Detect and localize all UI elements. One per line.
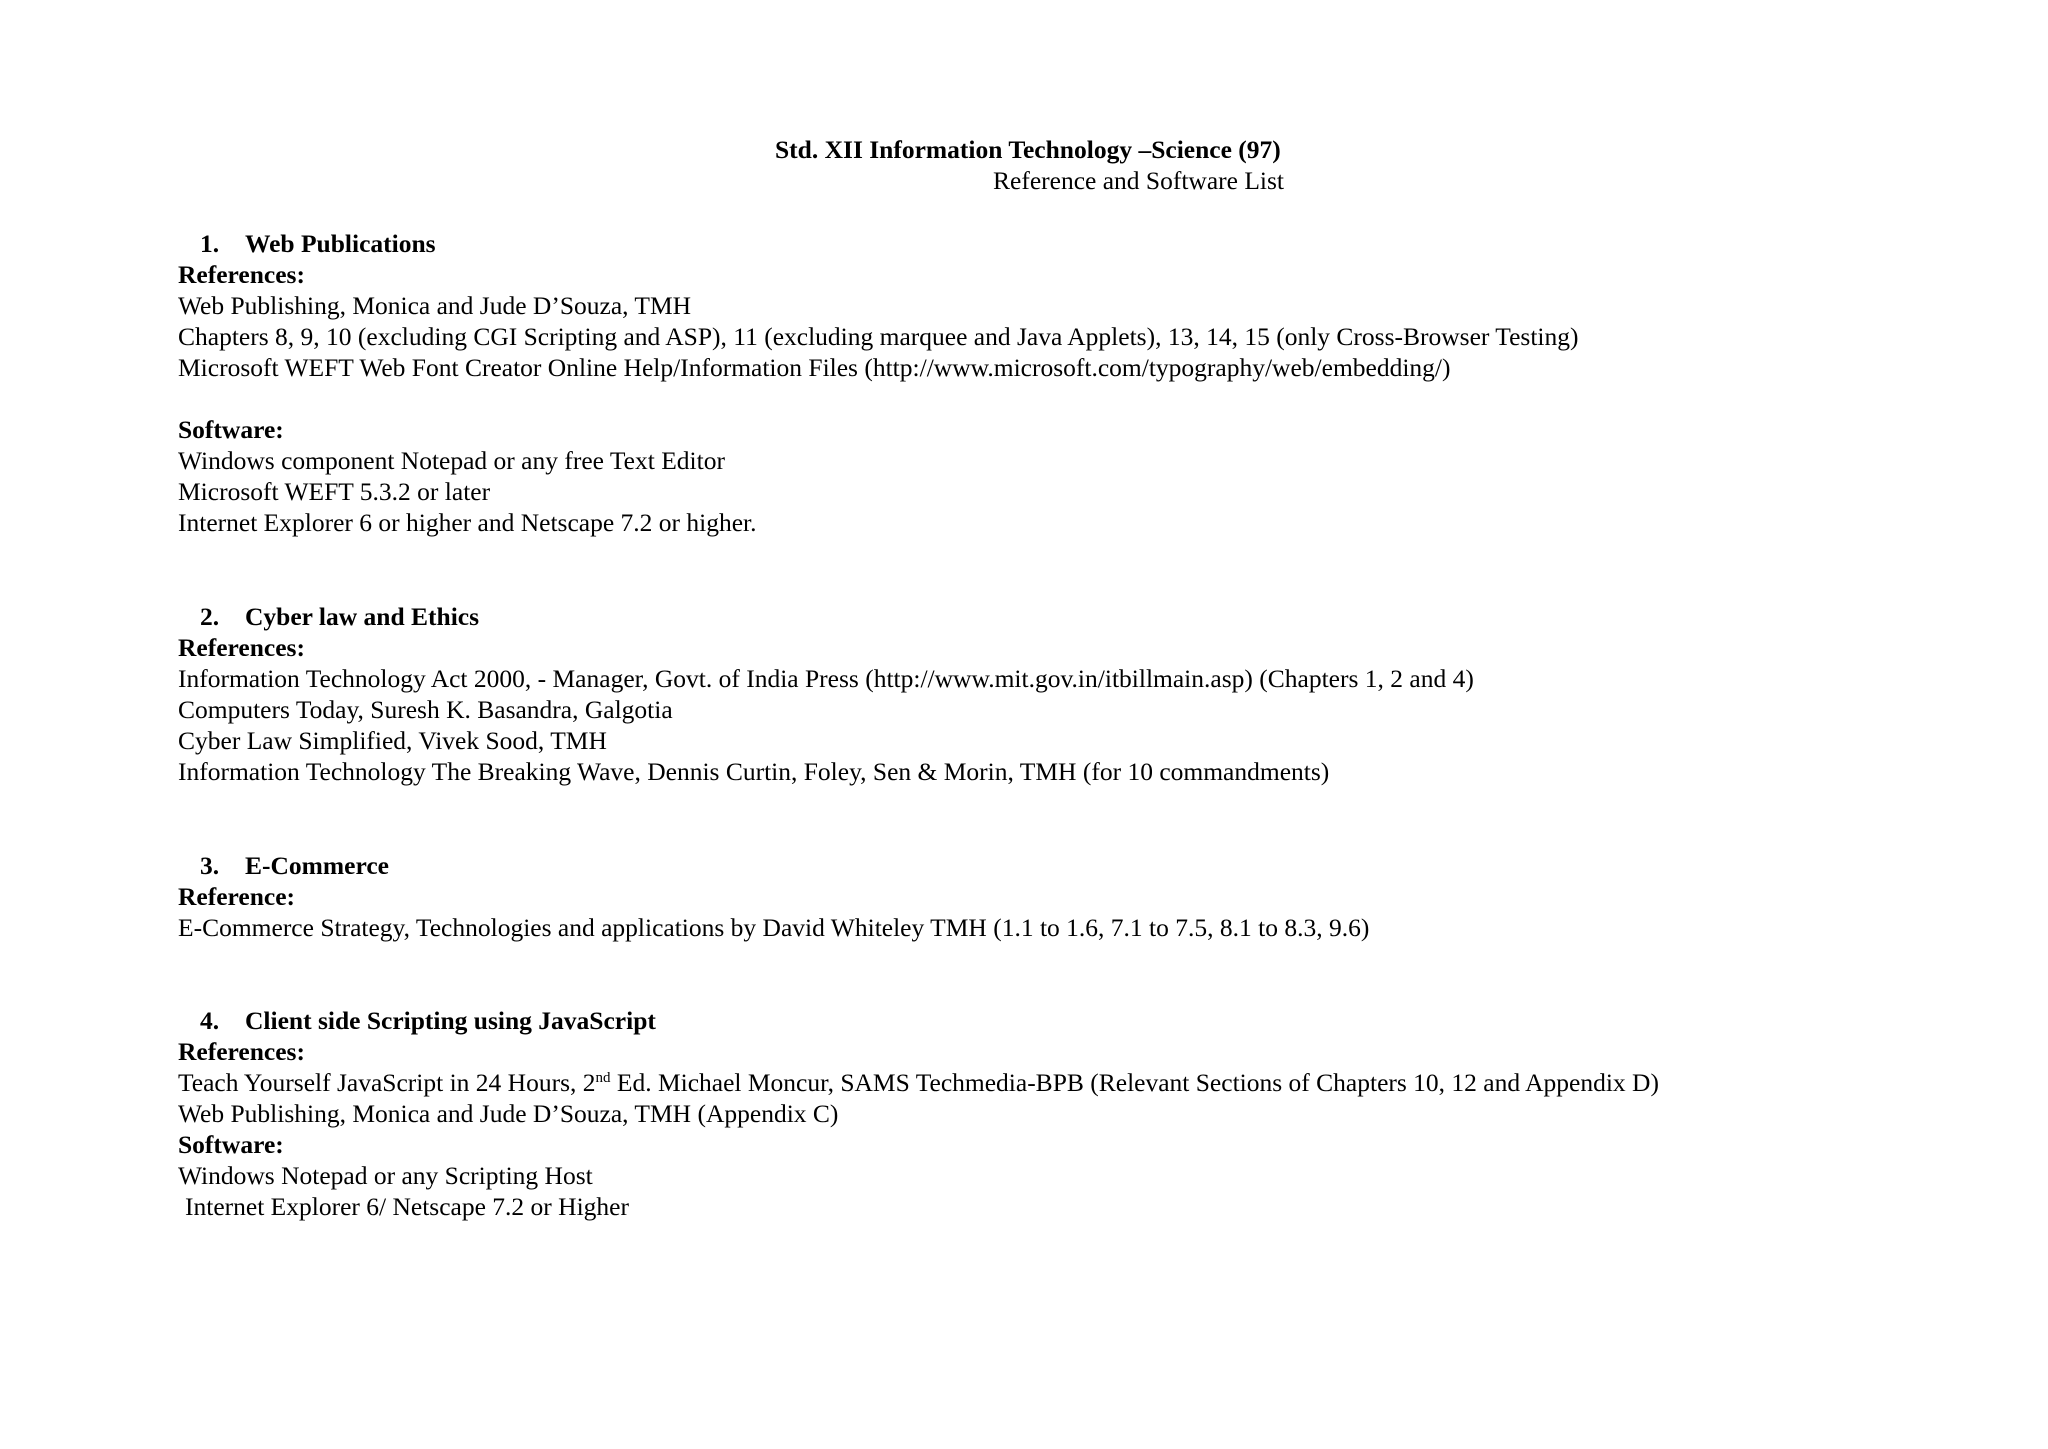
document-title: Std. XII Information Technology –Science (97) (775, 135, 1281, 164)
software-label: Software: (178, 415, 284, 444)
section-title: Web Publications (245, 229, 436, 258)
reference-text-pre: Teach Yourself JavaScript in 24 Hours, 2 (178, 1068, 596, 1097)
reference-item: Web Publishing, Monica and Jude D’Souza, TMH (Appendix C) (178, 1099, 839, 1128)
reference-item: Microsoft WEFT Web Font Creator Online Help/Information Files (http://www.microsoft.com/typography/web/embedding/) (178, 353, 1451, 382)
references-label: References: (178, 1037, 305, 1066)
section-title: E-Commerce (245, 851, 389, 880)
software-item: Windows component Notepad or any free Text Editor (178, 446, 725, 475)
reference-item: Information Technology The Breaking Wave, Dennis Curtin, Foley, Sen & Morin, TMH (for 10 commandments) (178, 757, 1330, 786)
section-number: 4. (200, 1006, 220, 1035)
software-item: Windows Notepad or any Scripting Host (178, 1161, 593, 1190)
section-web-publications (178, 228, 2028, 538)
section-e-commerce (178, 850, 2028, 943)
ordinal-superscript: nd (595, 1070, 611, 1086)
section-number: 1. (200, 229, 220, 258)
section-cyber-law (178, 601, 2028, 787)
section-heading (178, 601, 2028, 632)
section-number: 2. (200, 602, 220, 631)
software-item: Internet Explorer 6 or higher and Netscape 7.2 or higher. (178, 508, 757, 537)
reference-item (178, 1067, 2028, 1098)
reference-item: Computers Today, Suresh K. Basandra, Galgotia (178, 695, 673, 724)
reference-item: Information Technology Act 2000, - Manager, Govt. of India Press (http://www.mit.gov.in/itbillmain.asp) (Chapters 1, 2 and 4) (178, 664, 1474, 693)
reference-item: Web Publishing, Monica and Jude D’Souza, TMH (178, 291, 692, 320)
section-heading (178, 228, 2028, 259)
section-heading (178, 1005, 2028, 1036)
reference-item: Chapters 8, 9, 10 (excluding CGI Scripting and ASP), 11 (excluding marquee and Java Applets), 13, 14, 15 (only Cross-Browser Testing) (178, 322, 1579, 351)
references-label: References: (178, 260, 305, 289)
document-subtitle: Reference and Software List (993, 166, 1284, 195)
reference-item: Cyber Law Simplified, Vivek Sood, TMH (178, 726, 607, 755)
section-title: Cyber law and Ethics (245, 602, 480, 631)
reference-label: Reference: (178, 882, 296, 911)
section-client-side-scripting (178, 1005, 2028, 1222)
references-label: References: (178, 633, 305, 662)
reference-item: E-Commerce Strategy, Technologies and applications by David Whiteley TMH (1.1 to 1.6, 7.1 to 7.5, 8.1 to 8.3, 9.6) (178, 913, 1370, 942)
section-heading (178, 850, 2028, 881)
section-title: Client side Scripting using JavaScript (245, 1006, 656, 1035)
section-number: 3. (200, 851, 220, 880)
software-label: Software: (178, 1130, 284, 1159)
software-item: Microsoft WEFT 5.3.2 or later (178, 477, 491, 506)
reference-text-post: Ed. Michael Moncur, SAMS Techmedia-BPB (Relevant Sections of Chapters 10, 12 and Appendix D) (610, 1068, 1659, 1097)
software-item: Internet Explorer 6/ Netscape 7.2 or Higher (185, 1192, 629, 1221)
